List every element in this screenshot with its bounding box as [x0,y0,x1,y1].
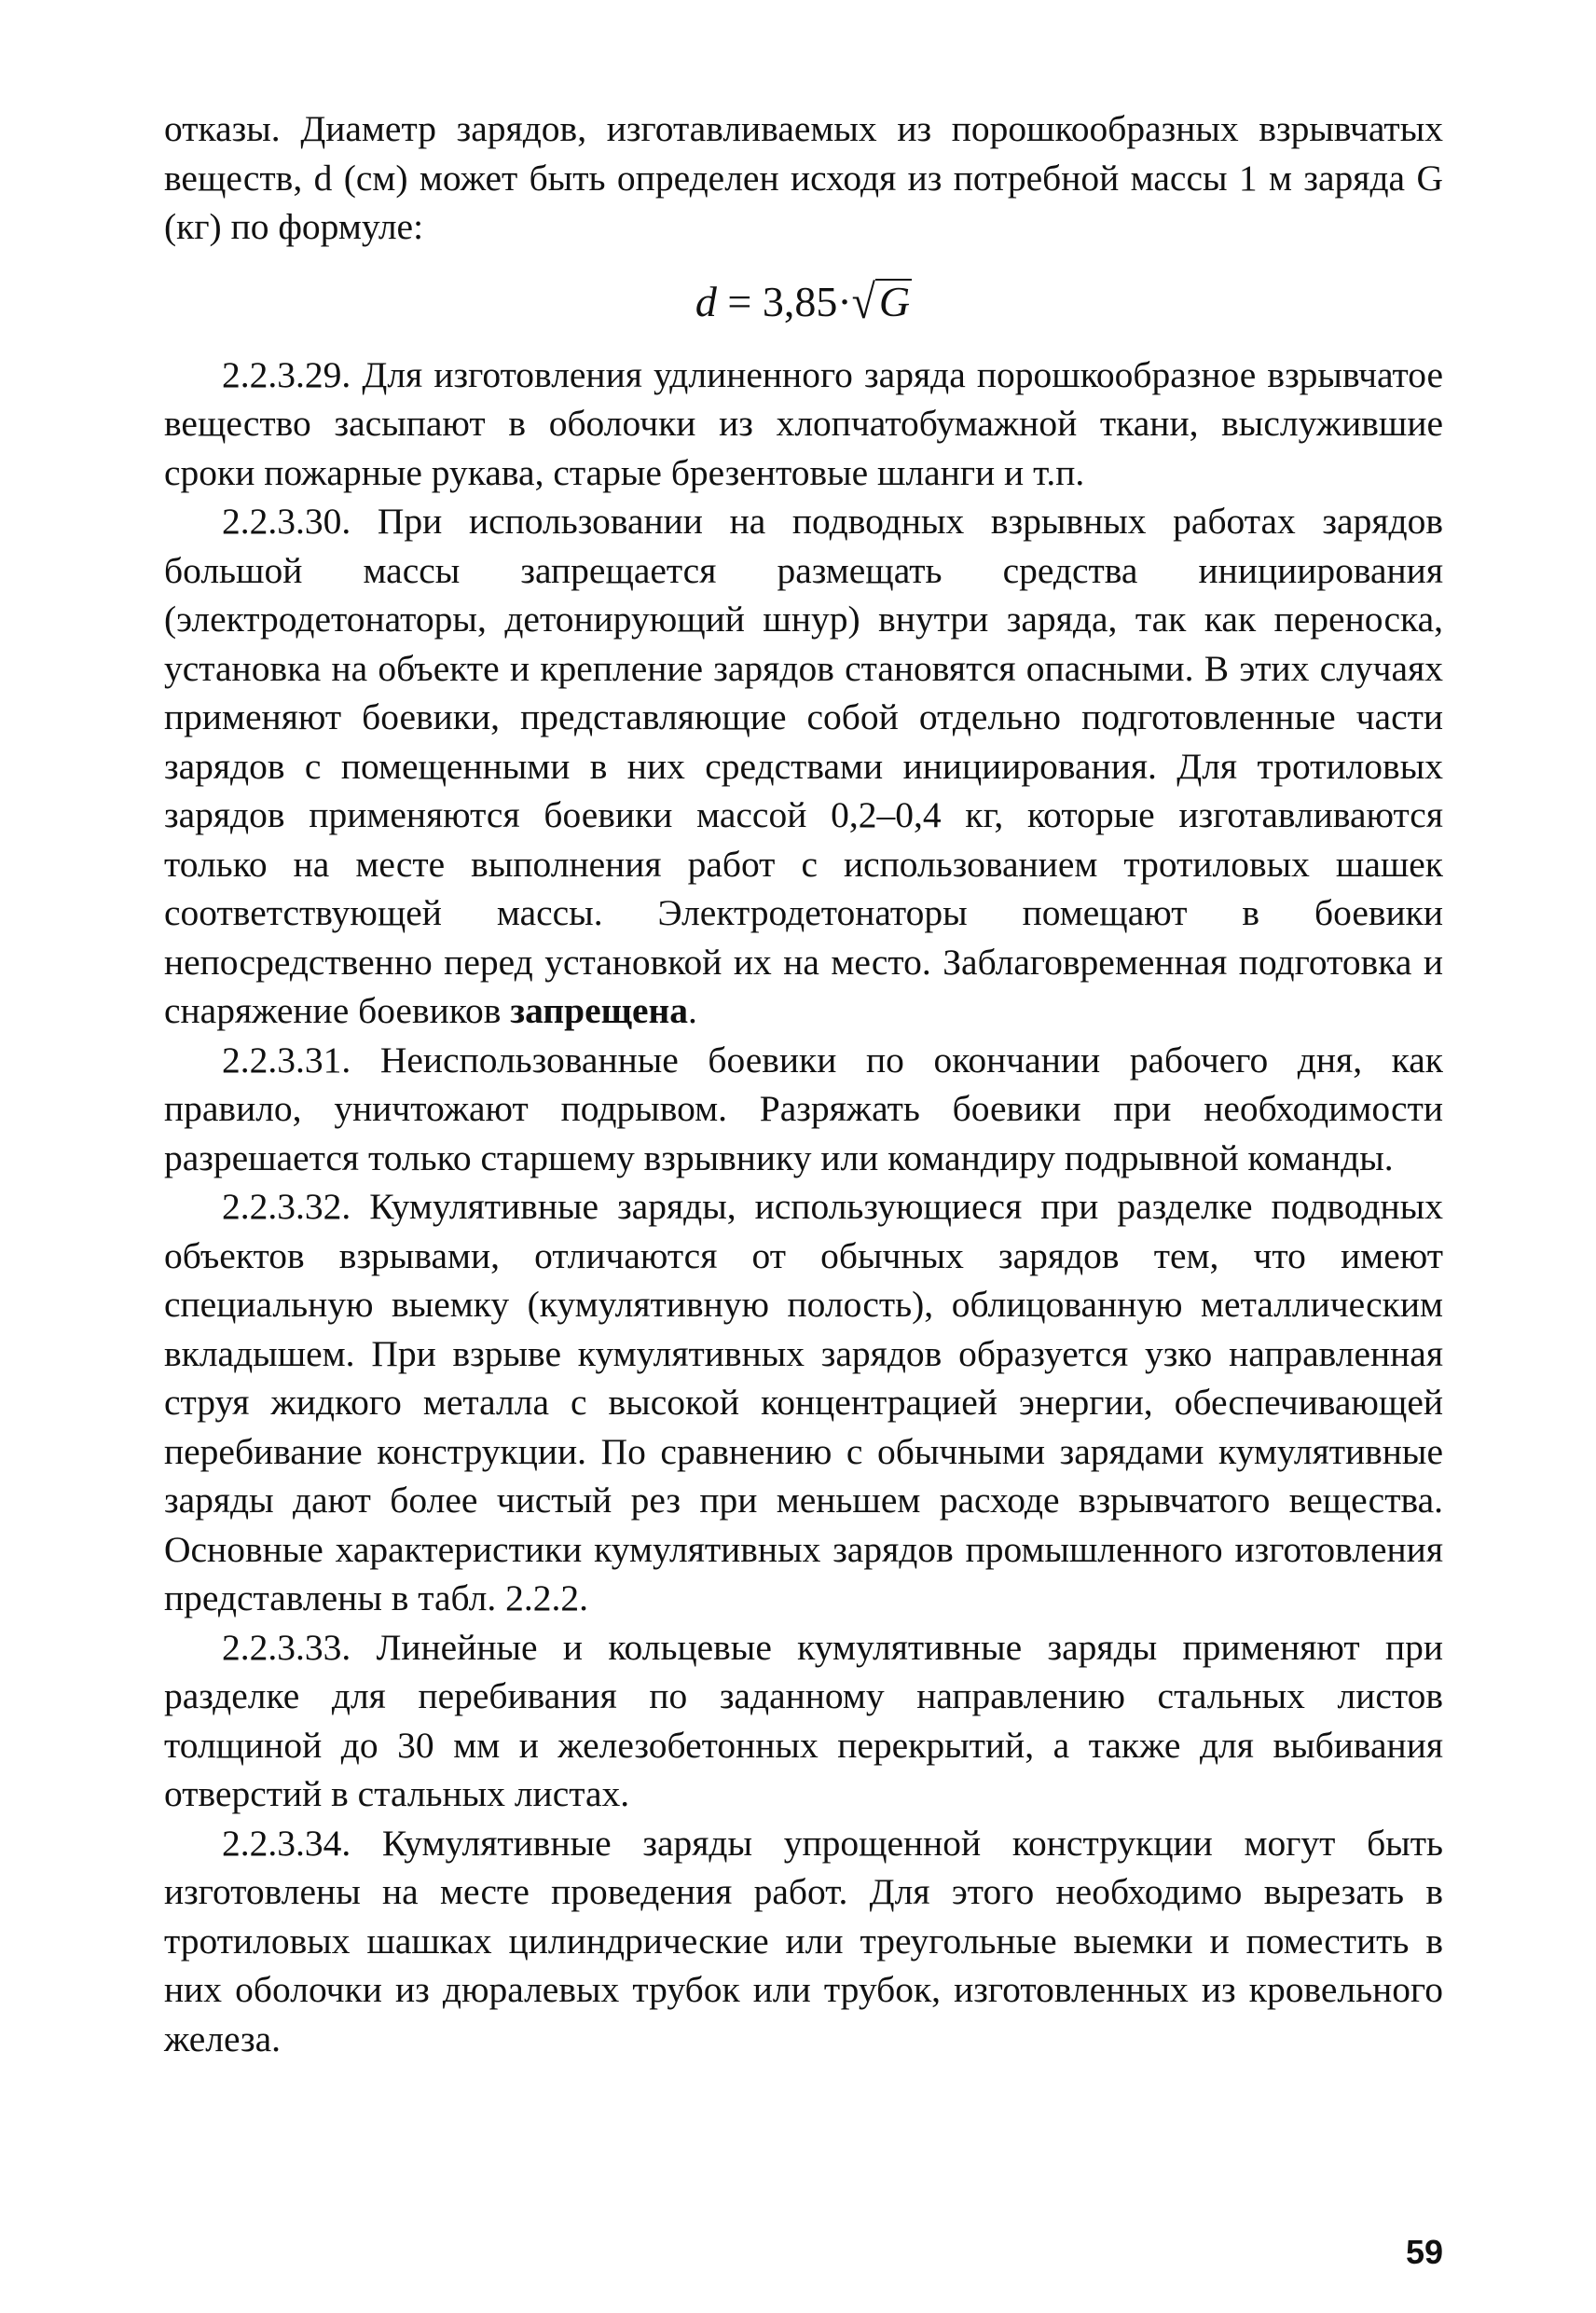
intro-paragraph: отказы. Диаметр зарядов, изготавливаемых из порошкообразных взрывчатых веществ, d (см) может быть определен исходя из потребной массы 1 м заряда G (кг) по формуле: [164,108,1443,247]
bold-forbidden-word: запрещена [510,990,688,1031]
paragraph-2-2-3-34: 2.2.3.34. Кумулятивные заряды упрощенной конструкции могут быть изготовлены на месте проведения работ. Для этого необходимо вырезать в тротиловых шашках цилиндрические или треугольные выемки и поместить в них оболочки из дюралевых трубок или трубок, изготовленных из кровельного железа. [164,1822,1443,2059]
paragraph-2-2-3-30-text: 2.2.3.30. При использовании на подводных взрывных работах зарядов большой массы запрещается размещать средства инициирования (электродетонаторы, детонирующий шнур) внутри заряда, так как переноска, установка на объекте и крепление зарядов становятся опасными. В этих случаях применяют боевики, представляющие собой отдельно подготовленные части зарядов с помещенными в них средствами инициирования. Для тротиловых зарядов применяются боевики массой 0,2–0,4 кг, которые изготавливаются только на месте выполнения работ с использованием тротиловых шашек соответствующей массы. Электродетонаторы помещают в боевики непосредственно перед установкой их на место. Заблаговременная подготовка и снаряжение боевиков [164,501,1443,1031]
page-number: 59 [1405,2233,1443,2271]
paragraph-2-2-3-32: 2.2.3.32. Кумулятивные заряды, использующиеся при разделке подводных объектов взрывами, отличаются от обычных зарядов тем, что имеют специальную выемку (кумулятивную полость), облицованную металлическим вкладышем. При взрыве кумулятивных зарядов образуется узко направленная струя жидкого металла с высокой концентрацией энергии, обеспечивающей перебивание конструкции. По сравнению с обычными зарядами кумулятивные заряды дают более чистый рез при меньшем расходе взрывчатого вещества. Основные характеристики кумулятивных зарядов промышленного изготовления представлены в табл. 2.2.2. [164,1186,1443,1618]
paragraph-2-2-3-33: 2.2.3.33. Линейные и кольцевые кумулятивные заряды применяют при разделке для перебивания по заданному направлению стальных листов толщиной до 30 мм и железобетонных перекрытий, а также для выбивания отверстий в стальных листах. [164,1626,1443,1814]
diameter-formula [164,274,1443,330]
paragraph-2-2-3-30 [164,497,1443,1036]
formula-equals: = [716,277,763,325]
paragraph-2-2-3-29: 2.2.3.29. Для изготовления удлиненного заряда порошкообразное взрывчатое вещество засыпают в оболочки из хлопчатобумажной ткани, выслужившие сроки пожарные рукава, старые брезентовые шланги и т.п. [164,353,1443,493]
formula-radicand: G [875,279,912,324]
paragraph-2-2-3-30-end: . [687,990,697,1031]
radical-sign: √ [851,274,875,328]
formula-coefficient: 3,85· [762,277,852,325]
formula-lhs: d [695,277,717,325]
square-root [852,274,912,330]
page-body [164,104,1443,2063]
paragraph-2-2-3-31: 2.2.3.31. Неиспользованные боевики по окончании рабочего дня, как правило, уничтожают подрывом. Разряжать боевики при необходимости разрешается только старшему взрывнику или командиру подрывной команды. [164,1039,1443,1178]
